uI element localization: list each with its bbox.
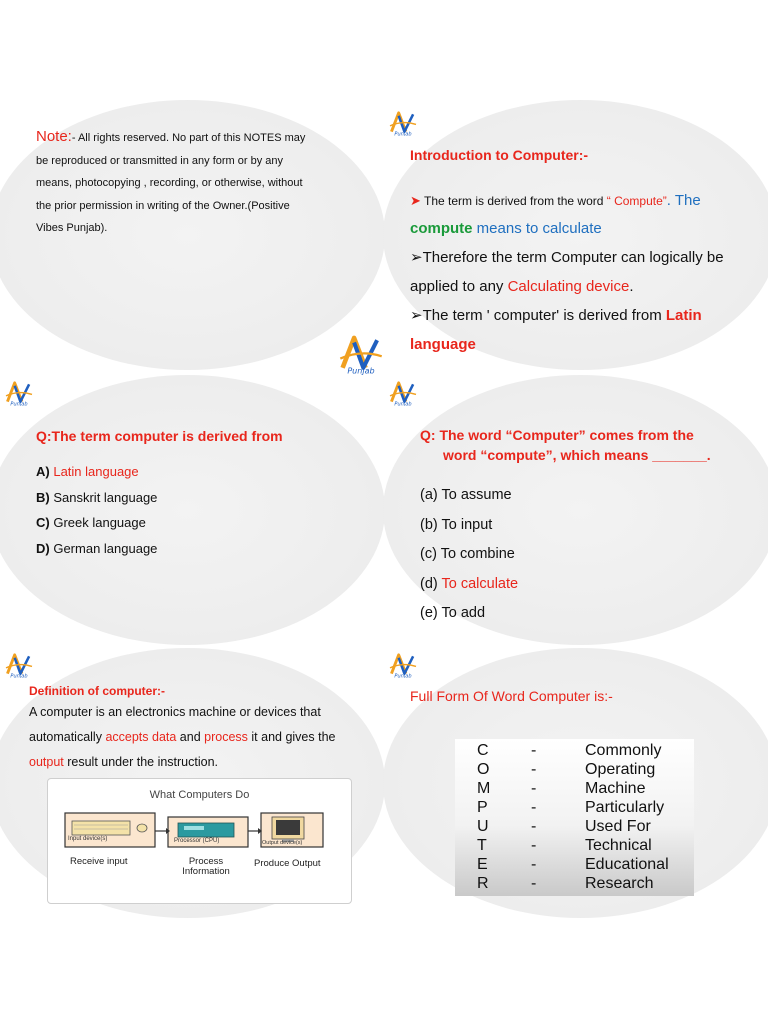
q2-option-text: To assume <box>441 487 512 503</box>
fullform-word: Technical <box>585 837 652 854</box>
q1-option-text: Latin language <box>53 464 139 479</box>
logo-icon <box>388 652 418 678</box>
q2-option-text: To add <box>441 605 486 621</box>
fullform-row <box>455 742 694 761</box>
definition-line1: A computer is an electronics machine or devices that <box>29 705 321 719</box>
q2-block <box>420 425 760 629</box>
intro-line1-quote: “ Compute” <box>606 194 667 208</box>
q1-option-key: A) <box>36 464 54 479</box>
logo-icon <box>4 652 34 678</box>
intro-line5-red: Latin <box>665 307 702 324</box>
fullform-dash: - <box>531 742 537 759</box>
fullform-letter: O <box>477 761 490 778</box>
fullform-dash: - <box>531 837 537 854</box>
svg-text:Punjab: Punjab <box>394 673 412 678</box>
definition-accepts-data: accepts data <box>105 730 177 744</box>
q1-option-key: D) <box>36 540 54 556</box>
note-text: - All rights reserved. No part of this NOTES may <box>71 132 306 144</box>
fullform-letter: E <box>477 856 488 873</box>
note-line: the prior permission in writing of the Owner.(Positive <box>36 199 290 212</box>
diagram-box1-label: Input device(s) <box>68 836 108 842</box>
fullform-dash: - <box>531 761 537 778</box>
definition-output: output <box>29 755 64 769</box>
intro-line4-pre: applied to any <box>410 278 508 295</box>
q1-option <box>36 510 366 536</box>
fullform-dash: - <box>531 780 537 797</box>
q1-option-text: German language <box>53 540 158 556</box>
fullform-dash: - <box>531 875 537 892</box>
intro-line2-rest: means to calculate <box>472 220 602 237</box>
logo-icon <box>4 380 34 406</box>
logo-icon <box>388 380 418 406</box>
intro-compute-word: compute <box>410 220 473 237</box>
fullform-dash: - <box>531 818 537 835</box>
svg-text:Punjab: Punjab <box>394 401 412 406</box>
q2-option-text: To calculate <box>441 575 519 592</box>
q2-question-line1: Q: The word “Computer” comes from the <box>420 427 694 443</box>
intro-line1-post: . The <box>666 192 701 209</box>
svg-text:Punjab: Punjab <box>347 366 375 376</box>
logo-icon <box>338 332 384 376</box>
q2-option-key: (e) <box>420 605 442 621</box>
q2-option-key: (a) <box>420 487 442 503</box>
diagram-box3-label: Output device(s) <box>262 840 303 846</box>
logo-icon <box>388 110 418 136</box>
fullform-word: Particularly <box>585 799 665 816</box>
fullform-row <box>455 780 694 799</box>
what-computers-do-diagram <box>47 778 352 904</box>
q1-option-key: C) <box>36 515 54 530</box>
fullform-row <box>455 761 694 780</box>
q1-option-text: Sanskrit language <box>53 489 158 505</box>
q1-option-key: B) <box>36 489 54 505</box>
intro-line5-pre: ➢The term ' computer' is derived from <box>410 307 666 324</box>
q2-option <box>420 570 760 600</box>
fullform-title: Full Form Of Word Computer is:- <box>410 688 613 704</box>
fullform-row <box>455 818 694 837</box>
diagram-caption-process: Process <box>188 856 224 867</box>
definition-line2-pre: automatically <box>29 730 106 744</box>
definition-line2-mid: and <box>176 730 205 744</box>
q2-option <box>420 481 760 511</box>
fullform-letter: U <box>477 818 489 835</box>
fullform-dash: - <box>531 856 537 873</box>
computer-fullform-table <box>455 739 694 896</box>
fullform-dash: - <box>531 799 537 816</box>
svg-text:Punjab: Punjab <box>10 673 28 678</box>
intro-line4-red: Calculating device <box>507 278 630 295</box>
definition-title: Definition of computer:- <box>29 684 165 698</box>
q1-option-text: Greek language <box>53 515 146 530</box>
q2-options <box>420 481 760 629</box>
intro-line3: ➢Therefore the term Computer can logically be <box>410 249 724 266</box>
intro-block <box>410 144 760 359</box>
q1-block <box>36 425 366 561</box>
diagram-title: What Computers Do <box>149 789 250 801</box>
q2-option-key: (d) <box>420 575 442 592</box>
fullform-letter: M <box>477 780 491 797</box>
intro-line1-pre: The term is derived from the word <box>420 194 607 208</box>
q1-options <box>36 459 366 561</box>
fullform-word: Commonly <box>585 742 662 759</box>
fullform-letter: R <box>477 875 489 892</box>
q2-option <box>420 540 760 570</box>
fullform-word: Educational <box>585 856 669 873</box>
q1-question: Q:The term computer is derived from <box>36 428 283 444</box>
definition-line3-post: result under the instruction. <box>63 755 219 769</box>
svg-text:Punjab: Punjab <box>394 131 412 136</box>
diagram-caption-output: Produce Output <box>254 858 321 869</box>
fullform-word: Used For <box>585 818 651 835</box>
q1-option <box>36 459 366 485</box>
q2-option-key: (b) <box>420 516 442 533</box>
intro-line4-post: . <box>629 278 634 295</box>
arrow-icon: ➤ <box>410 193 421 208</box>
note-label: Note: <box>36 128 72 145</box>
fullform-row <box>455 799 694 818</box>
q2-option-text: To input <box>441 516 493 533</box>
diagram-box2-label: Processor (CPU) <box>174 838 220 844</box>
q2-option-key: (c) <box>420 546 441 562</box>
definition-block <box>29 682 374 775</box>
intro-line6: language <box>410 336 476 353</box>
fullform-letter: P <box>477 799 488 816</box>
q1-option <box>36 536 366 562</box>
fullform-row <box>455 837 694 856</box>
note-line: be reproduced or transmitted in any form or by any <box>36 154 284 167</box>
note-line: Vibes Punjab). <box>36 222 108 234</box>
svg-text:Punjab: Punjab <box>10 401 28 406</box>
note-line: means, photocopying , recording, or otherwise, without <box>36 177 303 189</box>
fullform-word: Research <box>585 875 654 892</box>
fullform-row <box>455 856 694 875</box>
q2-question-line2: word “compute”, which means _______. <box>443 447 711 463</box>
definition-line2-post: it and gives the <box>247 730 336 744</box>
fullform-letter: T <box>477 837 487 854</box>
fullform-word: Machine <box>585 780 646 797</box>
intro-title: Introduction to Computer:- <box>410 147 589 163</box>
q2-option <box>420 511 760 541</box>
q1-option <box>36 485 366 511</box>
fullform-row <box>455 875 694 894</box>
q2-option-text: To combine <box>440 546 515 562</box>
diagram-caption-receive: Receive input <box>70 856 128 867</box>
q2-option <box>420 599 760 629</box>
note-block <box>36 126 336 240</box>
fullform-word: Operating <box>585 761 656 778</box>
definition-process: process <box>204 730 248 744</box>
fullform-letter: C <box>477 742 489 759</box>
diagram-caption-information: Information <box>182 866 230 877</box>
